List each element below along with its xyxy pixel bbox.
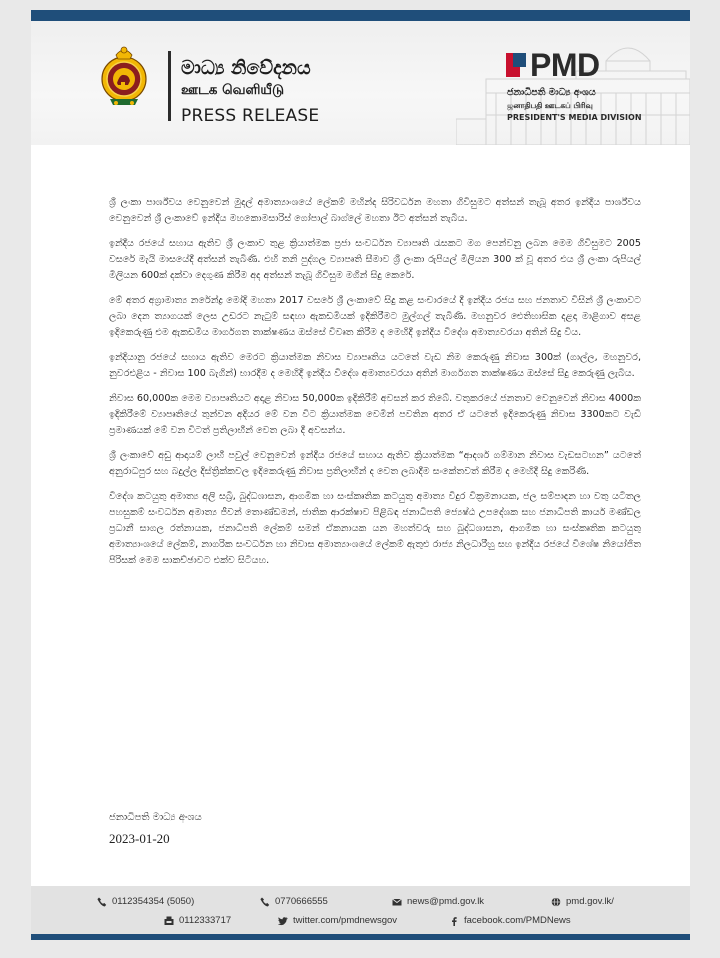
org-name-sinhala: ජනාධිපති මාධ්‍ය අංශය: [507, 87, 596, 98]
footer-fax[interactable]: [164, 915, 231, 926]
press-release-body: [109, 195, 641, 578]
body-paragraph-4: ඉන්දියානු රජයේ සහාය ඇතිව මෙරට ක්‍රියාත්මක නිවාස ව්‍යාපෘතිය යටතේ වැඩ නිම කෙරුණු නිවාස 300ක් (ගාල්ල, මහනුවර, නුවරඑළිය - නිවාස 100 බැගින්) භාරදීම ද මෙහිදී ඉන්දීය විදේශ අමාත්‍යවරයා අතින් මාර්ගගත තාක්ෂණය ඔස්සේ සිදු කෙරුණු ලැබීය.: [109, 352, 641, 379]
state-emblem-icon: [99, 43, 149, 109]
org-name-tamil: ஜனாதிபதி ஊடகப் பிரிவு: [507, 101, 593, 110]
title-sinhala: මාධ්‍ය නිවේදනය: [181, 57, 311, 79]
footer-email-text: news@pmd.gov.lk: [407, 896, 485, 907]
phone-icon: [260, 897, 270, 907]
footer-website[interactable]: [551, 896, 614, 907]
body-paragraph-1: ශ්‍රී ලංකා පාර්ශ්වය වෙනුවෙන් මුදල් අමාත්‍යාංශයේ ලේකම් මහින්ද සිරිවර්ධන මහතා ගිවිසුමට අත්සන් තැබූ අතර ඉන්දීය පාර්ශ්වය වෙනුවෙන් ශ්‍රී ලංකාවේ ඉන්දීය මහකොමසාරිස් ගෝපාල් බාග්ලේ මහතා ඊට අත්සන් තැබීය.: [109, 197, 641, 224]
twitter-icon: [278, 916, 288, 926]
footer-facebook-text: facebook.com/PMDNews: [464, 915, 571, 926]
top-accent-bar: [31, 10, 690, 21]
title-english: PRESS RELEASE: [181, 106, 320, 126]
footer-email[interactable]: [392, 896, 484, 907]
body-paragraph-5: නිවාස 60,000ක මෙම ව්‍යාපෘතියට අදාළ නිවාස 50,000ක ඉදිකිරීම් අවසන් කර තිබේ. වතුකරයේ ජනතාව වෙනුවෙන් නිවාස 4000ක ඉදිකිරීමේ ව්‍යාපෘතියේ තුන්වන අදියර මේ වන විට ක්‍රියාත්මක වෙමින් පවතින අතර ඒ යටතේ ඉදිකෙරුණු නිවාස 3300කට වැඩි ප්‍රමාණයක් මේ වන විටත් ප්‍රතිලාභීන් වෙත ලබා දී අවසන්ය.: [109, 393, 641, 436]
signature-department: ජනාධිපති මාධ්‍ය අංශය: [109, 812, 202, 823]
footer-phone-2-text: 0770666555: [275, 896, 328, 907]
pmd-logo-text: PMD: [530, 47, 600, 83]
pmd-logo-mark-icon: [506, 53, 526, 77]
email-icon: [392, 897, 402, 907]
org-name-english: PRESIDENT'S MEDIA DIVISION: [507, 113, 642, 122]
facebook-icon: [449, 916, 459, 926]
footer-fax-text: 0112333717: [179, 915, 232, 926]
footer-phone-2[interactable]: [260, 896, 328, 907]
body-paragraph-3: මේ අතර අග්‍රාමාත්‍ය නරේන්ද්‍ර මෝදි මහතා 2017 වසරේ ශ්‍රී ලංකාවේ සිදු කළ සංචාරයේ දී ඉන්දීය රජය සහ ජනතාව විසින් ශ්‍රී ලංකාවට ලබා දෙන ත්‍යාගයක් ලෙස උඩරට නැටුම් සඳහා ඇකඩමියක් ඉදිකිරීමට මුල්ගල් තැබිණි. මහනුවර ඓතිහාසික දළදා මාළිගාව අසළ ඉදිකෙරුණු එම ඇකඩමිය මාර්ගගත තාක්ෂණය ඔස්සේ විවෘත කිරීම ද මෙහිදී ඉන්දීය විදේශ අමාත්‍යවරයා අතින් සිදු විය.: [109, 295, 641, 338]
globe-icon: [551, 897, 561, 907]
contact-footer: [31, 886, 690, 934]
fax-icon: [164, 916, 174, 926]
title-tamil: ஊடக வெளியீடு: [181, 82, 285, 98]
letterhead: [31, 21, 690, 145]
phone-icon: [97, 897, 107, 907]
footer-facebook[interactable]: [449, 915, 571, 926]
footer-phone-1[interactable]: [97, 896, 194, 907]
signature-block: [109, 807, 202, 849]
body-paragraph-2: ඉන්දීය රජයේ සහාය ඇතිව ශ්‍රී ලංකාව තුළ ක්‍රියාත්මක ප්‍රජා සංවර්ධන ව්‍යාපෘති රැසකට මග පෙන්වනු ලබන මෙම ගිවිසුමට 2005 වසරේ මැයි මාසයේදී අත්සන් තැබිණි. එහි තනි පුද්ගල ව්‍යාපෘති සීමාව ශ්‍රී ලංකා රුපියල් මිලියන 300 ක් වූ අතර එය ශ්‍රී ලංකා රුපියල් මිලියන 600ක් දක්වා දෙගුණ කිරීම අද අත්සන් තැබූ ගිවිසුම මගින් සිදු කෙරේ.: [109, 238, 641, 281]
footer-website-text: pmd.gov.lk/: [566, 896, 614, 907]
body-paragraph-7: විදේශ කටයුතු අමාත්‍ය අලි සබ්‍රි, බුද්ධශාසන, ආගමික හා සංස්කෘතික කටයුතු අමාත්‍ය විදුර වික්‍රමනායක, ජල සම්පාදන හා වතු යටිතල පහසුකම් සංවර්ධන අමාත්‍ය ජීවන් තොණ්ඩමන්, ජාතික ආරක්ෂාව පිළිබඳ ජනාධිපති ජ්‍යෙෂ්ඨ උපදේශක සහ ජනාධිපති කාර්ය මණ්ඩල ප්‍රධානී සාගල රත්නායක, ජනාධිපති ලේකම් සමන් ඒකනායක යන මහත්වරු සහ බුද්ධශාසන, ආගමික හා සංස්කෘතික කටයුතු අමාත්‍යාංශයේ ලේකම්, නාගරික සංවර්ධන හා නිවාස අමාත්‍යාංශයේ ලේකම් ඇතුළු රාජ්‍ය නිලධාරීහු සහ ඉන්දීය රජයේ විශේෂ නියෝජිත පිරිසක් මෙම සාකච්ඡාවට එක්ව සිටියහ.: [109, 491, 641, 566]
press-release-page: [31, 10, 690, 940]
footer-twitter-text: twitter.com/pmdnewsgov: [293, 915, 398, 926]
body-paragraph-6: ශ්‍රී ලංකාවේ අඩු ආදායම් ලාභී පවුල් වෙනුවෙන් ඉන්දීය රජයේ සහාය ඇතිව ක්‍රියාත්මක “ආදර්ශ ගම්මාන නිවාස වැඩසටහන” යටතේ අනුරාධපුර සහ බදුල්ල දිස්ත්‍රික්කවල ඉදිකෙරුණු නිවාස ප්‍රතිලාභීන් ද වෙත ලබාදීම සංකේතවත් කිරීම ද මෙහිදී සිදු කෙරිණි.: [109, 450, 641, 477]
footer-twitter[interactable]: [278, 915, 397, 926]
header-divider: [168, 51, 171, 121]
release-date: 2023-01-20: [109, 831, 170, 846]
footer-phone-1-text: 0112354354 (5050): [112, 896, 195, 907]
bottom-accent-bar: [31, 934, 690, 940]
